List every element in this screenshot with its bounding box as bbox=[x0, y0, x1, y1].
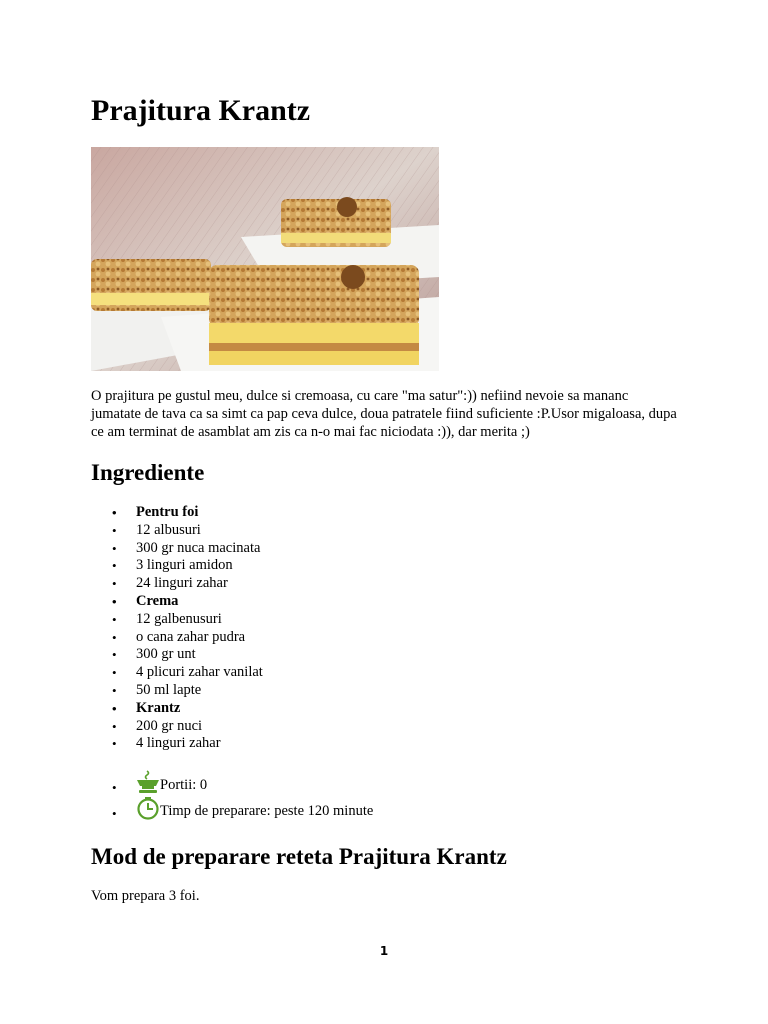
pot-icon bbox=[136, 770, 160, 794]
list-item: • 4 plicuri zahar vanilat bbox=[91, 664, 263, 682]
list-item: • Crema bbox=[91, 593, 263, 611]
list-item: • 24 linguri zahar bbox=[91, 575, 263, 593]
list-item: • Pentru foi bbox=[91, 504, 263, 522]
list-item: • 50 ml lapte bbox=[91, 682, 263, 700]
time-text: Timp de preparare: peste 120 minute bbox=[160, 803, 374, 819]
time-item bbox=[91, 796, 373, 822]
recipe-meta-list bbox=[91, 770, 373, 822]
method-heading: Mod de preparare reteta Prajitura Krantz bbox=[91, 844, 507, 869]
clock-icon bbox=[136, 796, 160, 820]
list-item: • 3 linguri amidon bbox=[91, 557, 263, 575]
list-item: • 200 gr nuci bbox=[91, 718, 263, 736]
ingredients-list bbox=[91, 504, 263, 753]
ingredients-heading: Ingrediente bbox=[91, 460, 205, 485]
list-item: • o cana zahar pudra bbox=[91, 629, 263, 647]
list-item: • 300 gr unt bbox=[91, 646, 263, 664]
list-item: • 12 galbenusuri bbox=[91, 611, 263, 629]
intro-paragraph: O prajitura pe gustul meu, dulce si cremoasa, cu care "ma satur":)) nefiind nevoie sa mananc jumatate de tava ca sa simt ca pap ceva dulce, doua patratele fiind suficiente :P.Usor migaloasa, dupa ce am terminat de asamblat am zis ca n-o mai fac niciodata :)), dar merita ;) bbox=[91, 388, 677, 440]
list-item: • 4 linguri zahar bbox=[91, 735, 263, 753]
method-paragraph: Vom prepara 3 foi. bbox=[91, 888, 200, 904]
portions-text: Portii: 0 bbox=[160, 777, 208, 793]
cake-photo bbox=[91, 147, 439, 371]
list-item: • Krantz bbox=[91, 700, 263, 718]
page-title: Prajitura Krantz bbox=[91, 94, 311, 127]
cake-photo-illustration bbox=[91, 147, 439, 371]
list-item: • 300 gr nuca macinata bbox=[91, 540, 263, 558]
list-item: • 12 albusuri bbox=[91, 522, 263, 540]
page-number: 1 bbox=[379, 944, 389, 958]
portions-item bbox=[91, 770, 373, 796]
